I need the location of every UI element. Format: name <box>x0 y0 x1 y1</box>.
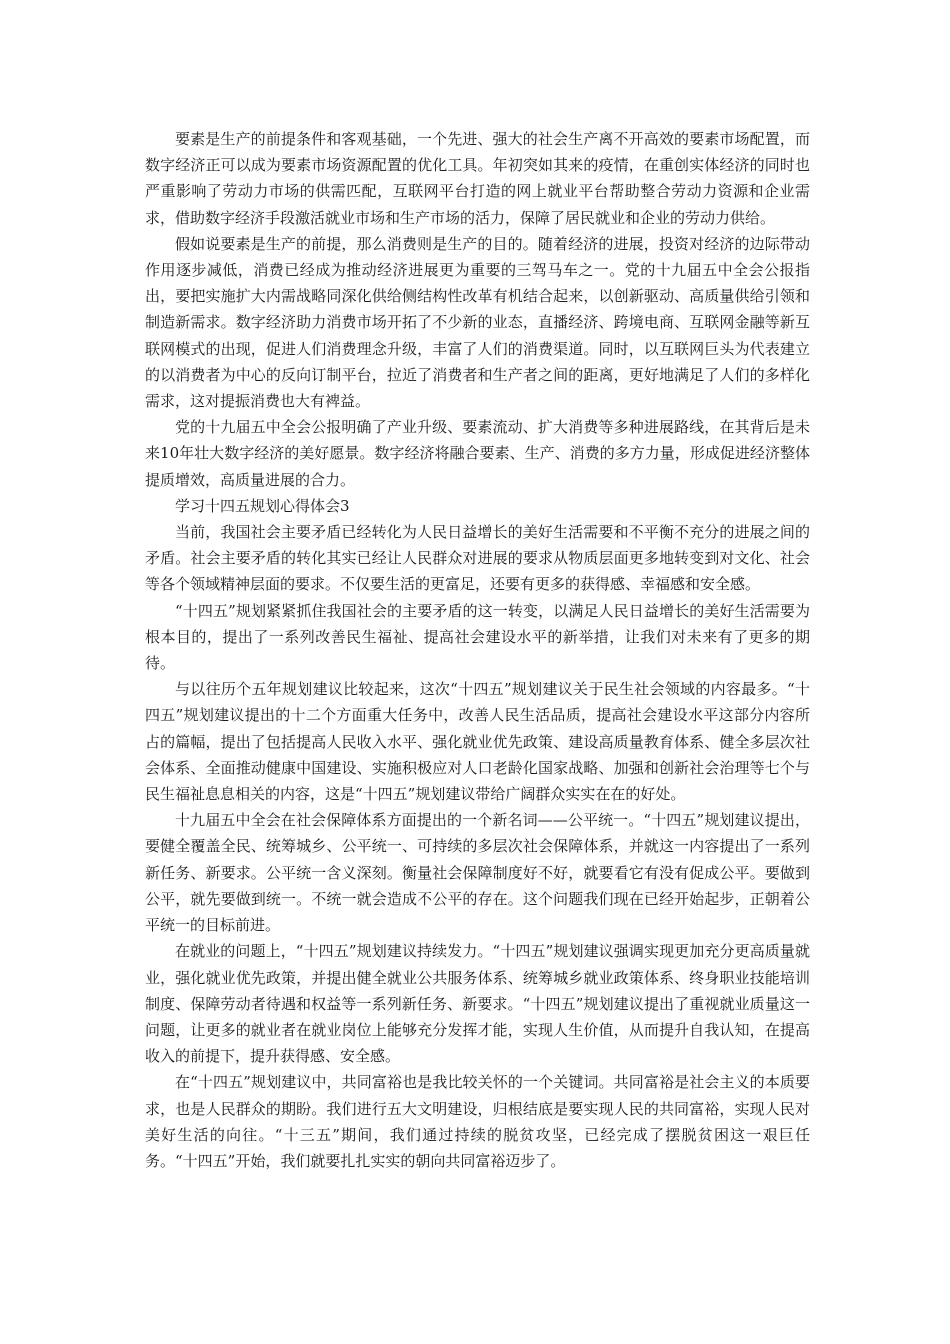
paragraph: “十四五”规划紧紧抓住我国社会的主要矛盾的这一转变，以满足人民日益增长的美好生活需要为根本目的，提出了一系列改善民生福祉、提高社会建设水平的新举措，让我们对未来有了更多的期待。 <box>145 601 810 673</box>
paragraph: 要素是生产的前提条件和客观基础，一个先进、强大的社会生产离不开高效的要素市场配置，而数字经济正可以成为要素市场资源配置的优化工具。年初突如其来的疫情，在重创实体经济的同时也严重影响了劳动力市场的供需匹配，互联网平台打造的网上就业平台帮助整合劳动力资源和企业需求，借助数字经济手段激活就业市场和生产市场的活力，保障了居民就业和企业的劳动力供给。 <box>145 130 810 227</box>
section-heading: 学习十四五规划心得体会3 <box>175 496 350 515</box>
paragraph: 在“十四五”规划建议中，共同富裕也是我比较关怀的一个关键词。共同富裕是社会主义的本质要求，也是人民群众的期盼。我们进行五大文明建设，归根结底是要实现人民的共同富裕，实现人民对美好生活的向往。“十三五”期间，我们通过持续的脱贫攻坚，已经完成了摆脱贫困这一艰巨任务。“十四五”开始，我们就要扎扎实实的朝向共同富裕迈步了。 <box>145 1073 810 1170</box>
document-body <box>145 126 810 1174</box>
paragraph: 假如说要素是生产的前提，那么消费则是生产的目的。随着经济的进展，投资对经济的边际带动作用逐步减低，消费已经成为推动经济进展更为重要的三驾马车之一。党的十九届五中全会公报指出，要把实施扩大内需战略同深化供给侧结构性改革有机结合起来，以创新驱动、高质量供给引领和制造新需求。数字经济助力消费市场开拓了不少新的业态，直播经济、跨境电商、互联网金融等新互联网模式的出现，促进人们消费理念升级，丰富了人们的消费渠道。同时，以互联网巨头为代表建立的以消费者为中心的反向订制平台，拉近了消费者和生产者之间的距离，更好地满足了人们的多样化需求，这对提振消费也大有裨益。 <box>145 234 810 411</box>
paragraph: 与以往历个五年规划建议比较起来，这次“十四五”规划建议关于民生社会领域的内容最多。“十四五”规划建议提出的十二个方面重大任务中，改善人民生活品质，提高社会建设水平这部分内容所占的篇幅，提出了包括提高人民收入水平、强化就业优先政策、建设高质量教育体系、健全多层次社会体系、全面推动健康中国建设、实施积极应对人口老龄化国家战略、加强和创新社会治理等七个与民生福祉息息相关的内容，这是“十四五”规划建议带给广阔群众实实在在的好处。 <box>145 680 810 804</box>
paragraph: 十九届五中全会在社会保障体系方面提出的一个新名词——公平统一。“十四五”规划建议提出，要健全覆盖全民、统筹城乡、公平统一、可持续的多层次社会保障体系，并就这一内容提出了一系列新任务、新要求。公平统一含义深刻。衡量社会保障制度好不好，就要看它有没有促成公平。要做到公平，就先要做到统一。不统一就会造成不公平的存在。这个问题我们现在已经开始起步，正朝着公平统一的目标前进。 <box>145 811 810 935</box>
paragraph: 当前，我国社会主要矛盾已经转化为人民日益增长的美好生活需要和不平衡不充分的进展之间的矛盾。社会主要矛盾的转化其实已经让人民群众对进展的要求从物质层面更多地转变到对文化、社会等各个领域精神层面的要求。不仅要生活的更富足，还要有更多的获得感、幸福感和安全感。 <box>145 523 810 594</box>
paragraph: 在就业的问题上，“十四五”规划建议持续发力。“十四五”规划建议强调实现更加充分更高质量就业，强化就业优先政策，并提出健全就业公共服务体系、统筹城乡就业政策体系、终身职业技能培训制度、保障劳动者待遇和权益等一系列新任务、新要求。“十四五”规划建议提出了重视就业质量这一问题，让更多的就业者在就业岗位上能够充分发挥才能，实现人生价值，从而提升自我认知，在提高收入的前提下，提升获得感、安全感。 <box>145 942 810 1066</box>
paragraph: 党的十九届五中全会公报明确了产业升级、要素流动、扩大消费等多种进展路线，在其背后是未来10年壮大数字经济的美好愿景。数字经济将融合要素、生产、消费的多方力量，形成促进经济整体提质增效，高质量进展的合力。 <box>145 418 810 489</box>
